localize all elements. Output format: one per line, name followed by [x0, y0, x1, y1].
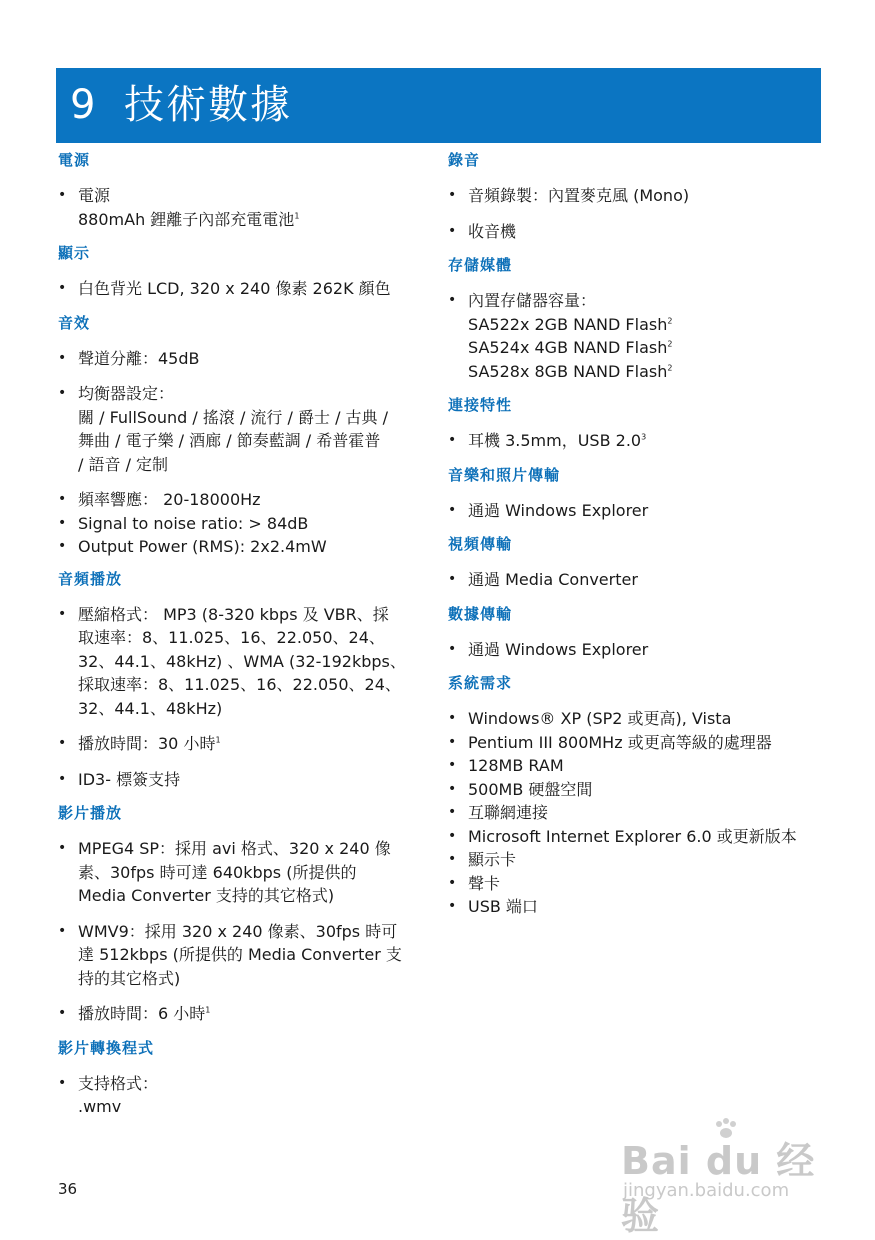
spec-line: 取速率：8、11.025、16、22.050、24、 [78, 628, 385, 647]
spec-item [448, 429, 838, 453]
spec-list [448, 184, 838, 243]
spec-item [448, 499, 838, 523]
spec-item [58, 277, 438, 301]
spec-section [58, 313, 438, 559]
section-heading: 影片轉換程式 [58, 1038, 155, 1057]
spec-line: • 聲卡 [468, 873, 501, 893]
spec-item [58, 603, 438, 721]
spec-line: • MPEG4 SP：採用 avi 格式、320 x 240 像 [78, 839, 391, 858]
spec-section [448, 255, 838, 383]
section-heading: 錄音 [448, 151, 481, 169]
spec-line: • 頻率響應： 20-18000Hz [78, 490, 261, 509]
spec-list [448, 429, 838, 453]
spec-item [448, 731, 838, 755]
spec-line: 880mAh 鋰離子內部充電電池$^1$ [78, 209, 300, 229]
section-heading: 音樂和照片傳輸 [448, 465, 561, 484]
left-column [58, 150, 438, 1131]
spec-list [58, 184, 438, 231]
spec-list [58, 1072, 438, 1119]
spec-item [448, 872, 838, 896]
watermark-logo: Bai du 经验 [621, 1139, 816, 1238]
spec-item [58, 1072, 438, 1119]
spec-line: • 通過 Windows Explorer [468, 500, 649, 520]
footnote-marker: 1 [205, 1005, 211, 1015]
spec-section [448, 465, 838, 523]
footnote-marker: 2 [667, 339, 673, 349]
spec-section [58, 569, 438, 792]
spec-list [448, 638, 838, 662]
spec-list [58, 347, 438, 559]
spec-section [448, 150, 838, 243]
spec-line: 32、44.1、48kHz) 、WMA (32-192kbps、 [78, 651, 406, 671]
spec-line: • Microsoft Internet Explorer 6.0 或更新版本 [468, 826, 797, 846]
watermark [615, 1130, 825, 1238]
chapter-title: 技術數據 [124, 82, 292, 128]
spec-list [448, 499, 838, 523]
spec-line: • Windows® XP (SP2 或更高), Vista [468, 709, 732, 728]
spec-line: • Signal to noise ratio: > 84dB [78, 513, 309, 533]
section-heading: 視頻傳輸 [448, 535, 513, 553]
spec-line: • 聲道分離：45dB [78, 348, 200, 368]
spec-item [58, 382, 438, 476]
spec-line: SA528x 8GB NAND Flash$^2$ [468, 361, 673, 381]
spec-line: 持的其它格式) [78, 968, 181, 988]
spec-section [448, 673, 838, 919]
spec-line: • 收音機 [468, 221, 517, 241]
spec-line: • 播放時間：6 小時$^1$ [78, 1004, 211, 1023]
spec-line: • 均衡器設定： [78, 384, 175, 403]
spec-section [448, 534, 838, 592]
spec-item [448, 895, 838, 919]
spec-list [58, 603, 438, 792]
section-heading: 存儲媒體 [448, 256, 513, 274]
spec-item [58, 488, 438, 512]
spec-line: Media Converter 支持的其它格式) [78, 886, 335, 905]
spec-item [58, 837, 438, 908]
spec-list [58, 837, 438, 1026]
spec-item [448, 289, 838, 383]
spec-line: • 白色背光 LCD, 320 x 240 像素 262K 顏色 [78, 279, 391, 298]
spec-line: • 128MB RAM [468, 756, 564, 775]
chapter-number: 9 [70, 82, 96, 128]
section-heading: 顯示 [58, 244, 91, 262]
spec-item [448, 778, 838, 802]
spec-item [448, 848, 838, 872]
spec-item [58, 1002, 438, 1026]
spec-section [58, 1038, 438, 1119]
footnote-marker: 3 [641, 432, 647, 442]
spec-line: • 500MB 硬盤空間 [468, 779, 593, 799]
spec-item [448, 801, 838, 825]
chapter-banner [56, 68, 821, 143]
spec-line: SA524x 4GB NAND Flash$^2$ [468, 338, 673, 357]
footnote-marker: 2 [667, 316, 673, 326]
spec-line: • 支持格式： [78, 1073, 159, 1093]
spec-line: • 壓縮格式： MP3 (8-320 kbps 及 VBR、採 [78, 604, 389, 624]
spec-item [448, 707, 838, 731]
spec-line: / 語音 / 定制 [78, 454, 169, 474]
section-heading: 連接特性 [448, 396, 513, 414]
section-heading: 影片播放 [58, 804, 123, 822]
spec-item [448, 568, 838, 592]
spec-line: • USB 端口 [468, 897, 538, 916]
spec-line: • WMV9：採用 320 x 240 像素、30fps 時可 [78, 921, 398, 941]
spec-line: 關 / FullSound / 搖滾 / 流行 / 爵士 / 古典 / [78, 407, 389, 427]
spec-item [58, 535, 438, 559]
spec-section [58, 243, 438, 301]
spec-line: 素、30fps 時可達 640kbps (所提供的 [78, 862, 357, 882]
section-heading: 數據傳輸 [448, 604, 513, 623]
spec-item [448, 220, 838, 244]
spec-list [58, 277, 438, 301]
spec-line: • 電源 [78, 186, 111, 205]
section-heading: 音效 [58, 313, 91, 332]
spec-item [58, 768, 438, 792]
spec-line: • 互聯網連接 [468, 803, 549, 822]
spec-line: • Output Power (RMS): 2x2.4mW [78, 537, 327, 556]
section-heading: 音頻播放 [58, 569, 123, 588]
spec-line: • ID3- 標簽支持 [78, 769, 181, 789]
spec-list [448, 707, 838, 919]
spec-section [58, 150, 438, 231]
footnote-marker: 2 [667, 363, 673, 373]
spec-line: • 通過 Windows Explorer [468, 639, 649, 659]
spec-line: 達 512kbps (所提供的 Media Converter 支 [78, 945, 402, 964]
spec-line: • 通過 Media Converter [468, 570, 638, 589]
watermark-url: jingyan.baidu.com [623, 1180, 790, 1201]
spec-item [58, 920, 438, 991]
spec-item [58, 512, 438, 536]
spec-item [448, 825, 838, 849]
spec-item [448, 638, 838, 662]
spec-item [58, 347, 438, 371]
spec-line: • 內置存儲器容量： [468, 291, 597, 310]
spec-list [448, 568, 838, 592]
footnote-marker: 1 [294, 211, 300, 221]
spec-item [58, 732, 438, 756]
section-heading: 電源 [58, 151, 91, 169]
spec-item [448, 754, 838, 778]
spec-line: • 音頻錄製：內置麥克風 (Mono) [468, 186, 690, 205]
spec-line: 32、44.1、48kHz) [78, 698, 223, 718]
spec-item [58, 184, 438, 231]
spec-line: 採取速率：8、11.025、16、22.050、24、 [78, 675, 401, 694]
spec-line: • Pentium III 800MHz 或更高等級的處理器 [468, 732, 772, 752]
spec-line: • 耳機 3.5mm，USB $2.0^3$ [468, 431, 647, 450]
spec-line: • 播放時間：30 小時$^1$ [78, 734, 221, 753]
spec-section [448, 604, 838, 662]
spec-line: .wmv [78, 1097, 122, 1116]
spec-item [448, 184, 838, 208]
right-column [448, 150, 838, 929]
spec-line: 舞曲 / 電子樂 / 酒廊 / 節奏藍調 / 希普霍普 [78, 431, 381, 450]
footnote-marker: 1 [215, 735, 221, 745]
section-heading: 系統需求 [448, 674, 513, 692]
spec-line: • 顯示卡 [468, 850, 517, 869]
spec-list [448, 289, 838, 383]
spec-line: SA522x 2GB NAND Flash$^2$ [468, 314, 673, 334]
page-number: 36 [58, 1180, 78, 1198]
spec-section [58, 803, 438, 1026]
spec-section [448, 395, 838, 453]
